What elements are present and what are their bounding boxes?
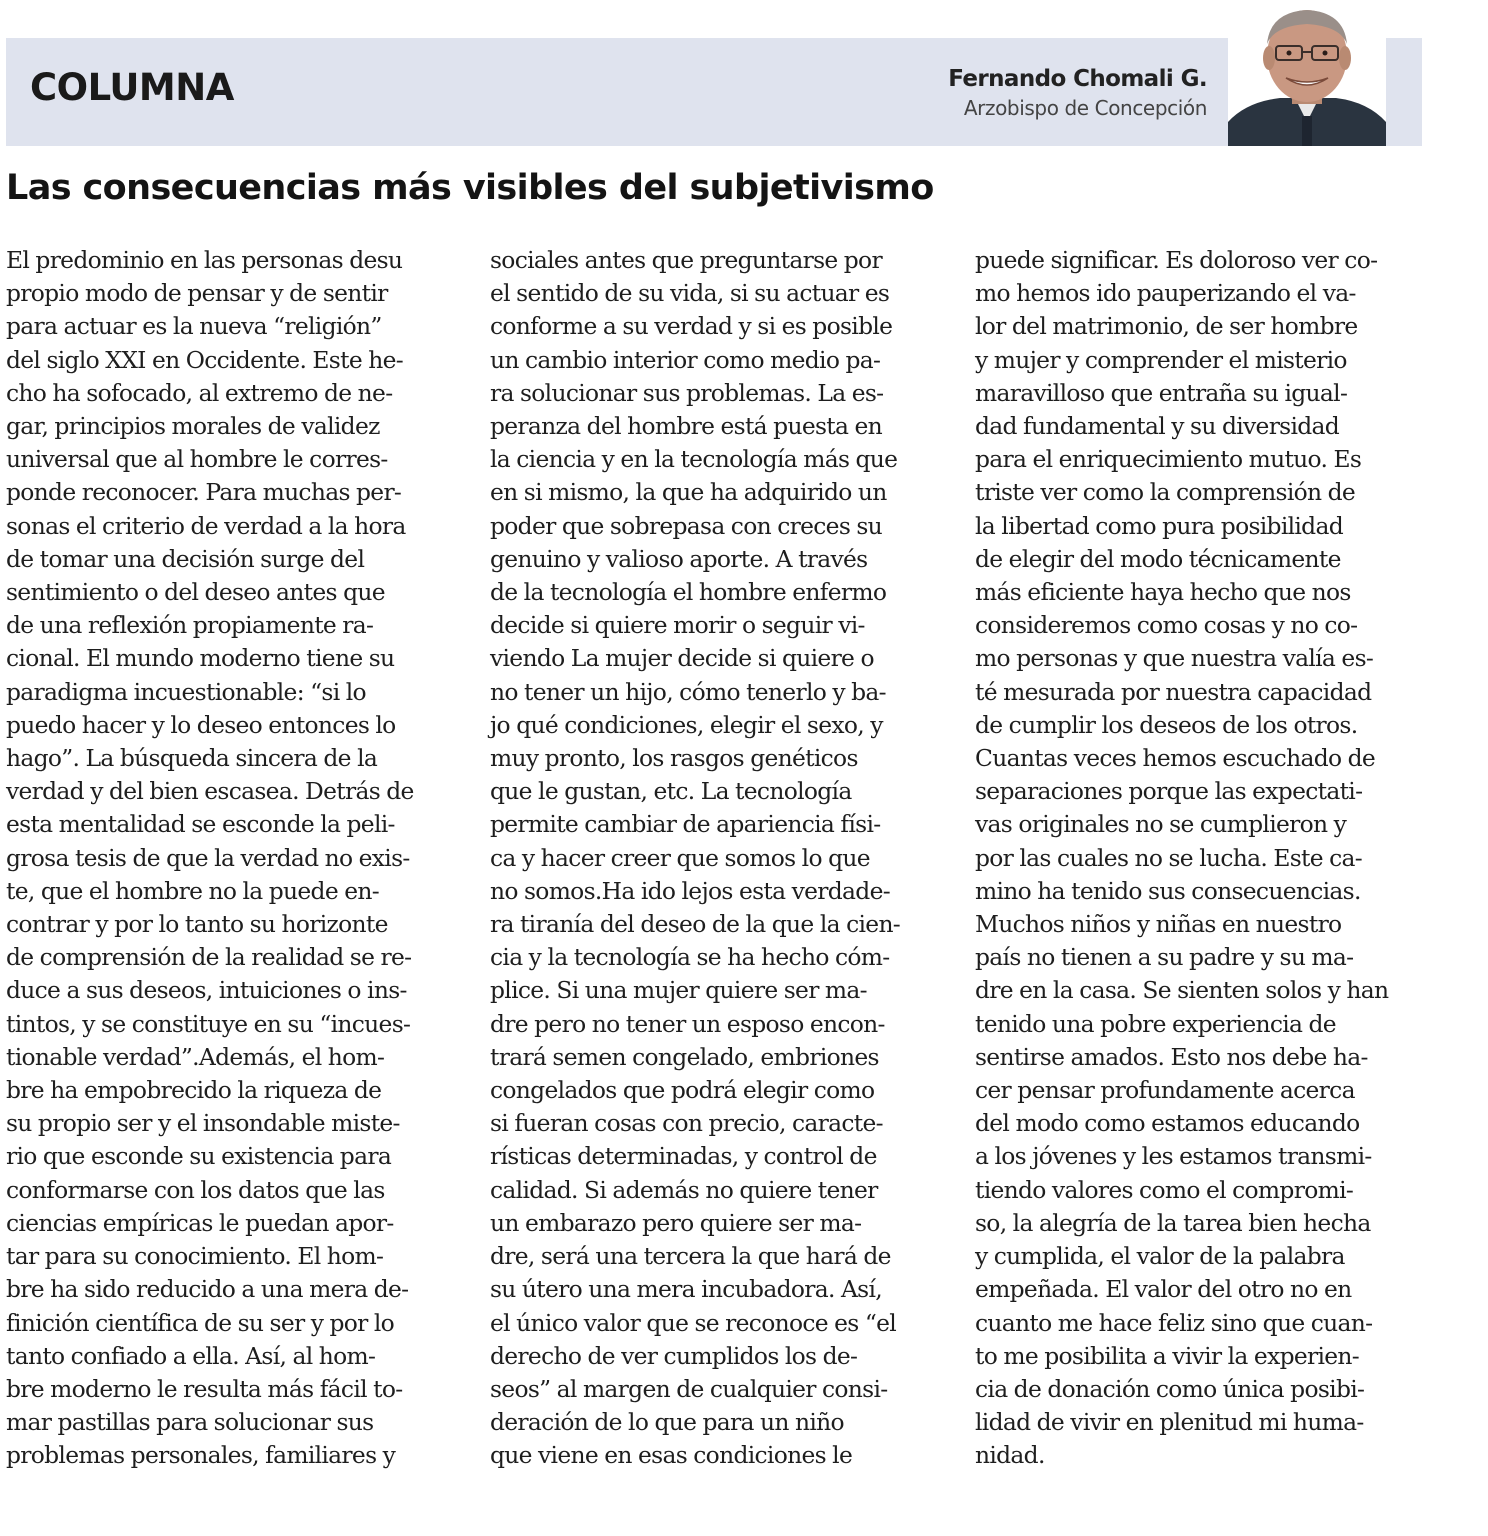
article-text-line: bre ha sido reducido a una mera de- (6, 1275, 409, 1304)
article-text-line: mo hemos ido pauperizando el va- (975, 279, 1356, 308)
article-text-line: esta mentalidad se esconde la peli- (6, 810, 395, 839)
author-portrait-image (1228, 4, 1386, 146)
article-text-line: congelados que podrá elegir como (490, 1076, 875, 1105)
article-text-line: que viene en esas condiciones le (490, 1441, 853, 1470)
article-text-line: dad fundamental y su diversidad (975, 412, 1340, 441)
article-text-line: la libertad como pura posibilidad (975, 511, 1343, 540)
article-text-line: sentimiento o del deseo antes que (6, 578, 385, 607)
article-text-line: te, que el hombre no la puede en- (6, 876, 379, 905)
article-text-line: so, la alegría de la tarea bien hecha (975, 1208, 1371, 1237)
article-text-line: ciencias empíricas le puedan apor- (6, 1208, 394, 1237)
article-text-line: un cambio interior como medio pa- (490, 345, 881, 374)
article-text-line: hago”. La búsqueda sincera de la (6, 744, 378, 773)
author-name: Fernando Chomali G. (948, 66, 1207, 92)
article-text-line: bre ha empobrecido la riqueza de (6, 1076, 382, 1105)
article-text-line: para actuar es la nueva “religión” (6, 312, 382, 341)
article-text-line: del siglo XXI en Occidente. Este he- (6, 345, 403, 374)
article-text-line: de comprensión de la realidad se re- (6, 943, 412, 972)
article-text-line: ponde reconocer. Para muchas per- (6, 478, 402, 507)
article-text-line: genuino y valioso aporte. A través (490, 544, 868, 573)
article-column-3 (975, 244, 1425, 1473)
article-text-line: puedo hacer y lo deseo entonces lo (6, 710, 396, 739)
article-text-line: que le gustan, etc. La tecnología (490, 777, 852, 806)
article-text-line: permite cambiar de apariencia físi- (490, 810, 881, 839)
article-text-line: ca y hacer creer que somos lo que (490, 843, 870, 872)
article-text-line: más eficiente haya hecho que nos (975, 578, 1351, 607)
article-text-line: poder que sobrepasa con creces su (490, 511, 883, 540)
article-text-line: cer pensar profundamente acerca (975, 1076, 1355, 1105)
article-text-line: té mesurada por nuestra capacidad (975, 677, 1372, 706)
article-text-line: tiendo valores como el compromi- (975, 1175, 1354, 1204)
article-text-line: el sentido de su vida, si su actuar es (490, 279, 890, 308)
article-text-line: para el enriquecimiento mutuo. Es (975, 445, 1362, 474)
article-text-line: a los jóvenes y les estamos transmi- (975, 1142, 1372, 1171)
article-text-line: sociales antes que preguntarse por (490, 246, 882, 274)
author-role: Arzobispo de Concepción (963, 96, 1207, 120)
article-text-line: bre moderno le resulta más fácil to- (6, 1374, 403, 1403)
article-text-line: del modo como estamos educando (975, 1109, 1360, 1138)
article-text-line: consideremos como cosas y no co- (975, 611, 1358, 640)
article-text-line: mar pastillas para solucionar sus (6, 1408, 374, 1437)
article-text-line: cho ha sofocado, al extremo de ne- (6, 378, 393, 407)
article-text-line: paradigma incuestionable: “si lo (6, 677, 366, 706)
article-text-line: y cumplida, el valor de la palabra (975, 1242, 1345, 1271)
article-headline: Las consecuencias más visibles del subjetivismo (6, 168, 934, 208)
article-text-line: su útero una mera incubadora. Así, (490, 1275, 883, 1304)
article-text-line: ra tiranía del deseo de la que la cien- (490, 910, 901, 939)
article-text-line: de una reflexión propiamente ra- (6, 611, 374, 640)
article-text-line: derecho de ver cumplidos los de- (490, 1341, 858, 1370)
article-text-line: vas originales no se cumplieron y (975, 810, 1347, 839)
article-text-line: por las cuales no se lucha. Este ca- (975, 843, 1363, 872)
article-text-line: de la tecnología el hombre enfermo (490, 578, 887, 607)
article-text-line: dre pero no tener un esposo encon- (490, 1009, 885, 1038)
article-text-line: verdad y del bien escasea. Detrás de (6, 777, 414, 806)
article-text-line: de cumplir los deseos de los otros. (975, 710, 1358, 739)
article-text-line: cional. El mundo moderno tiene su (6, 644, 395, 673)
article-text-line: el único valor que se reconoce es “el (490, 1308, 897, 1337)
article-text-line: de tomar una decisión surge del (6, 544, 365, 573)
article-text-line: peranza del hombre está puesta en (490, 412, 883, 441)
article-text-line: país no tienen a su padre y su ma- (975, 943, 1354, 972)
article-column-1 (6, 244, 456, 1473)
article-text-line: duce a sus deseos, intuiciones o ins- (6, 976, 407, 1005)
article-text-line: rio que esconde su existencia para (6, 1142, 392, 1171)
article-text-line: maravilloso que entraña su igual- (975, 378, 1348, 407)
article-text-line: en si mismo, la que ha adquirido un (490, 478, 887, 507)
article-text-line: su propio ser y el insondable miste- (6, 1109, 400, 1138)
article-text-line: y mujer y comprender el misterio (975, 345, 1347, 374)
article-text-line: Muchos niños y niñas en nuestro (975, 910, 1342, 939)
article-text-line: problemas personales, familiares y (6, 1441, 396, 1470)
article-text-line: mino ha tenido sus consecuencias. (975, 876, 1361, 905)
article-text-line: El predominio en las personas desu (6, 246, 403, 274)
article-text-line: plice. Si una mujer quiere ser ma- (490, 976, 867, 1005)
article-text-line: jo qué condiciones, elegir el sexo, y (490, 710, 883, 739)
article-text-line: contrar y por lo tanto su horizonte (6, 910, 388, 939)
article-text-line: puede significar. Es doloroso ver co- (975, 246, 1378, 274)
article-text-line: dre, será una tercera la que hará de (490, 1242, 891, 1271)
article-text-line: deración de lo que para un niño (490, 1408, 844, 1437)
article-text-line: cuanto me hace feliz sino que cuan- (975, 1308, 1373, 1337)
section-label: COLUMNA (30, 66, 234, 109)
article-text-line: viendo La mujer decide si quiere o (490, 644, 874, 673)
article-text-line: lidad de vivir en plenitud mi huma- (975, 1408, 1364, 1437)
article-text-line: empeñada. El valor del otro no en (975, 1275, 1352, 1304)
article-column-2 (490, 244, 940, 1473)
article-text-line: trará semen congelado, embriones (490, 1042, 879, 1071)
article-text-line: un embarazo pero quiere ser ma- (490, 1208, 862, 1237)
article-text-line: de elegir del modo técnicamente (975, 544, 1341, 573)
article-text-line: triste ver como la comprensión de (975, 478, 1356, 507)
article-text-line: no tener un hijo, cómo tenerlo y ba- (490, 677, 886, 706)
article-text-line: sentirse amados. Esto nos debe ha- (975, 1042, 1368, 1071)
article-text-line: sonas el criterio de verdad a la hora (6, 511, 406, 540)
article-text-line: seos” al margen de cualquier consi- (490, 1374, 888, 1403)
article-text-line: propio modo de pensar y de sentir (6, 279, 388, 308)
article-text-line: conforme a su verdad y si es posible (490, 312, 893, 341)
article-text-line: cia de donación como única posibi- (975, 1374, 1365, 1403)
author-photo (1228, 4, 1386, 146)
article-text-line: gar, principios morales de validez (6, 412, 380, 441)
article-text-line: tar para su conocimiento. El hom- (6, 1242, 384, 1271)
article-text-line: la ciencia y en la tecnología más que (490, 445, 898, 474)
article-text-line: tanto confiado a ella. Así, al hom- (6, 1341, 376, 1370)
article-text-line: no somos.Ha ido lejos esta verdade- (490, 876, 890, 905)
article-text-line: lor del matrimonio, de ser hombre (975, 312, 1358, 341)
article-text-line: muy pronto, los rasgos genéticos (490, 744, 858, 773)
article-text-line: decide si quiere morir o seguir vi- (490, 611, 865, 640)
article-text-line: universal que al hombre le corres- (6, 445, 388, 474)
article-text-line: tintos, y se constituye en su “incues- (6, 1009, 411, 1038)
article-text-line: Cuantas veces hemos escuchado de (975, 744, 1376, 773)
article-text-line: tenido una pobre experiencia de (975, 1009, 1336, 1038)
article-text-line: tionable verdad”.Además, el hom- (6, 1042, 385, 1071)
article-text-line: cia y la tecnología se ha hecho cóm- (490, 943, 890, 972)
article-text-line: dre en la casa. Se sienten solos y han (975, 976, 1389, 1005)
article-text-line: mo personas y que nuestra valía es- (975, 644, 1374, 673)
article-text-line: si fueran cosas con precio, caracte- (490, 1109, 883, 1138)
article-text-line: calidad. Si además no quiere tener (490, 1175, 878, 1204)
article-text-line: rísticas determinadas, y control de (490, 1142, 877, 1171)
article-text-line: conformarse con los datos que las (6, 1175, 385, 1204)
article-text-line: to me posibilita a vivir la experien- (975, 1341, 1360, 1370)
article-text-line: separaciones porque las expectati- (975, 777, 1363, 806)
article-text-line: ra solucionar sus problemas. La es- (490, 378, 884, 407)
article-text-line: grosa tesis de que la verdad no exis- (6, 843, 410, 872)
article-text-line: finición científica de su ser y por lo (6, 1308, 395, 1337)
article-text-line: nidad. (975, 1441, 1045, 1470)
